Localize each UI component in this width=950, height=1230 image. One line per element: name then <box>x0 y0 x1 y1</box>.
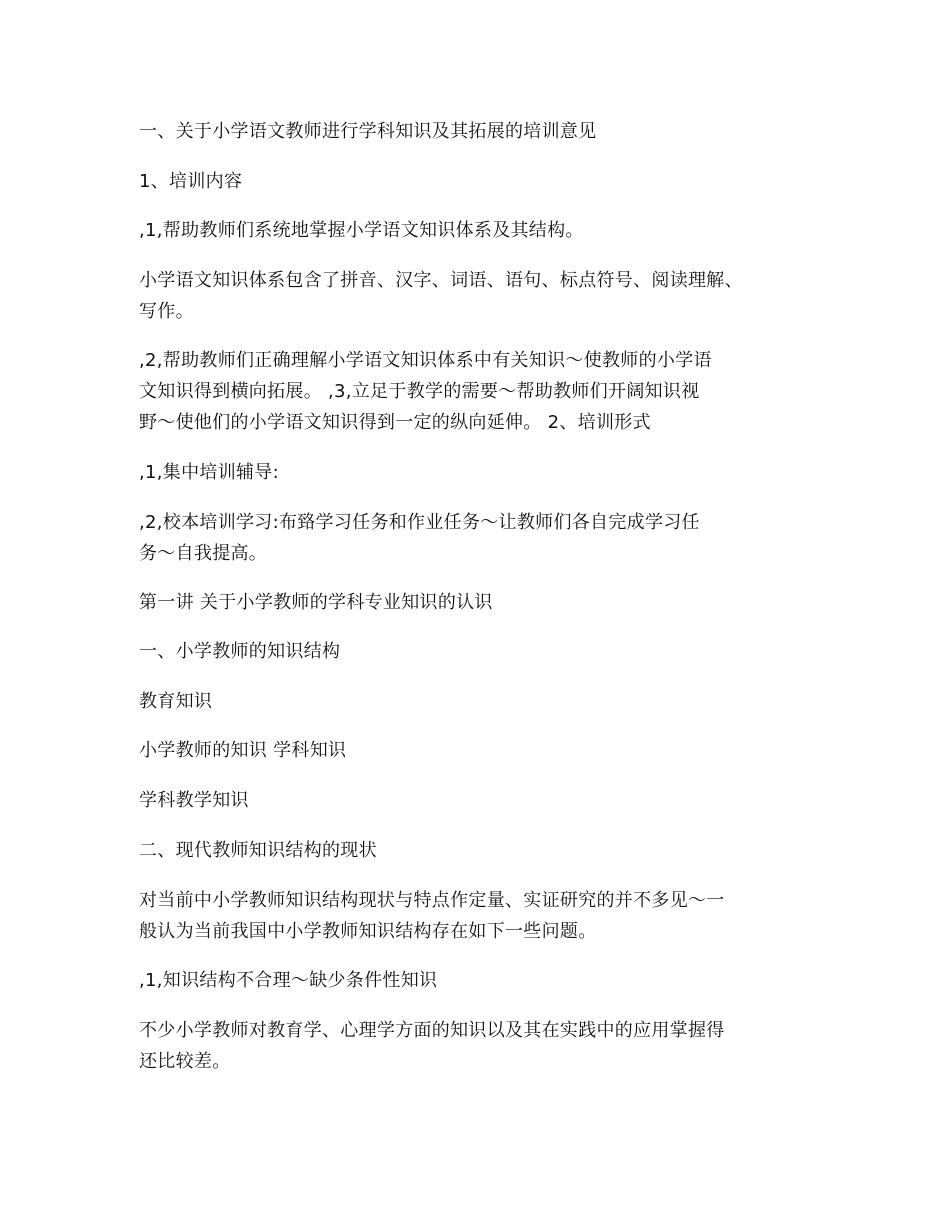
paragraph-line: 学科教学知识 <box>139 790 249 811</box>
paragraph-line: 文知识得到横向拓展。 ,3,立足于教学的需要～帮助教师们开阔知识视 <box>139 381 700 402</box>
paragraph-line: 写作。 <box>139 301 194 322</box>
paragraph-line: ,1,知识结构不合理～缺少条件性知识 <box>139 970 438 991</box>
paragraph-line: 小学教师的知识 学科知识 <box>139 740 347 761</box>
paragraph-line: 务～自我提高。 <box>139 543 268 564</box>
paragraph-line: 野～使他们的小学语文知识得到一定的纵向延伸。 2、培训形式 <box>139 412 651 433</box>
paragraph-line: 小学语文知识体系包含了拼音、汉字、词语、语句、标点符号、阅读理解、 <box>139 270 743 291</box>
section-heading-training-opinion: 一、关于小学语文教师进行学科知识及其拓展的培训意见 <box>139 121 597 142</box>
section-heading-current-status: 二、现代教师知识结构的现状 <box>139 840 377 861</box>
paragraph-line: ,2,帮助教师们正确理解小学语文知识体系中有关知识～使教师的小学语 <box>139 350 712 371</box>
paragraph-line: ,1,帮助教师们系统地掌握小学语文知识体系及其结构。 <box>139 220 584 241</box>
paragraph-line: 对当前中小学教师知识结构现状与特点作定量、实证研究的并不多见～一 <box>139 890 725 911</box>
section-heading-knowledge-structure: 一、小学教师的知识结构 <box>139 641 341 662</box>
paragraph-line: 不少小学教师对教育学、心理学方面的知识以及其在实践中的应用掌握得 <box>139 1020 725 1041</box>
paragraph-line: ,2,校本培训学习:布臵学习任务和作业任务～让教师们各自完成学习任 <box>139 512 700 533</box>
subheading-training-content: 1、培训内容 <box>139 171 243 192</box>
lecture-heading: 第一讲 关于小学教师的学科专业知识的认识 <box>139 592 493 613</box>
paragraph-line: 般认为当前我国中小学教师知识结构存在如下一些问题。 <box>139 921 597 942</box>
paragraph-line: 教育知识 <box>139 691 213 712</box>
paragraph-line: ,1,集中培训辅导: <box>139 462 279 483</box>
paragraph-line: 还比较差。 <box>139 1051 231 1072</box>
